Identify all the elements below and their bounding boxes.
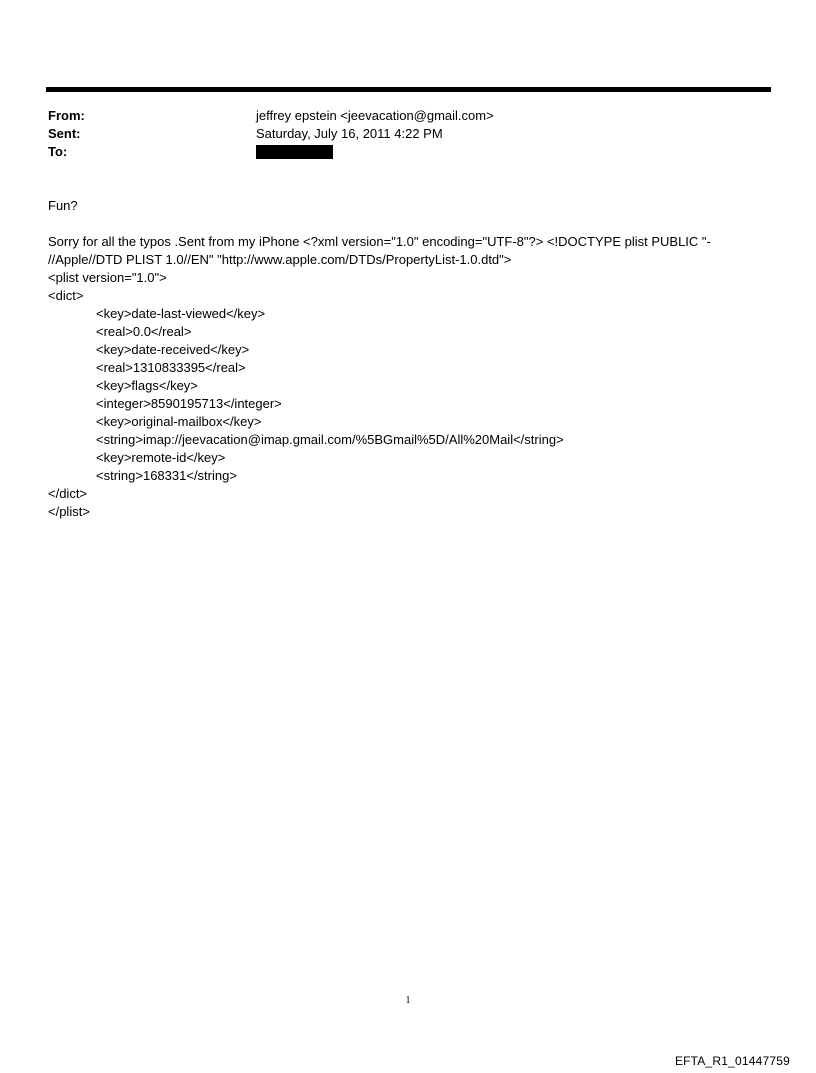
redaction-block xyxy=(256,145,333,159)
body-line: </plist> xyxy=(48,504,90,519)
from-row xyxy=(48,107,748,125)
body-line: <plist version="1.0"> xyxy=(48,270,167,285)
header-rule xyxy=(46,87,771,92)
body-line: <key>date-last-viewed</key> xyxy=(96,306,266,321)
body-line: //Apple//DTD PLIST 1.0//EN" "http://www.apple.com/DTDs/PropertyList-1.0.dtd"> xyxy=(48,252,512,267)
to-row xyxy=(48,143,748,161)
body-line: <string>imap://jeevacation@imap.gmail.com/%5BGmail%5D/All%20Mail</string> xyxy=(96,432,564,447)
body-line: <key>flags</key> xyxy=(96,378,198,393)
document-id: EFTA_R1_01447759 xyxy=(674,1054,790,1068)
body-line: <key>remote-id</key> xyxy=(96,450,226,465)
body-line: <key>original-mailbox</key> xyxy=(96,414,262,429)
from-label: From: xyxy=(48,108,85,123)
to-label: To: xyxy=(48,144,68,159)
body-line: Sorry for all the typos .Sent from my iPhone <?xml version="1.0" encoding="UTF-8"?> <!DOCTYPE plist PUBLIC "- xyxy=(48,234,711,249)
body-line: <key>date-received</key> xyxy=(96,342,250,357)
body-line: <real>1310833395</real> xyxy=(96,360,246,375)
greeting-text: Fun? xyxy=(48,198,78,213)
body-line: <real>0.0</real> xyxy=(96,324,192,339)
body-line: <string>168331</string> xyxy=(96,468,237,483)
body-line: <dict> xyxy=(48,288,84,303)
sent-row xyxy=(48,125,748,143)
page-number: 1 xyxy=(405,995,411,1006)
sent-value: Saturday, July 16, 2011 4:22 PM xyxy=(256,126,443,141)
body-line: </dict> xyxy=(48,486,88,501)
sent-label: Sent: xyxy=(48,126,81,141)
body-line: <integer>8590195713</integer> xyxy=(96,396,282,411)
from-value: jeffrey epstein <jeevacation@gmail.com> xyxy=(256,108,494,123)
